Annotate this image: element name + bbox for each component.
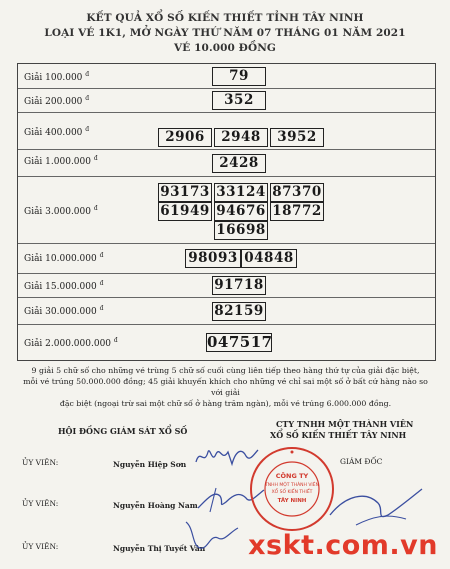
title-line-1: KẾT QUẢ XỔ SỐ KIẾN THIẾT TỈNH TÂY NINH	[86, 12, 364, 24]
member-name: Nguyễn Hiệp Sơn	[113, 460, 187, 469]
prize-number: 33124	[214, 183, 268, 202]
svg-text:XỔ SỐ KIẾN THIẾT: XỔ SỐ KIẾN THIẾT	[271, 490, 313, 495]
prize-number: 352	[212, 91, 266, 110]
title-line-2: LOẠI VÉ 1K1, MỞ NGÀY THỨ NĂM 07 THÁNG 01 NĂM 2021	[44, 27, 406, 39]
prize-number: 16698	[214, 221, 268, 240]
prize-row: Giải 100.000 $^đ$ 79	[18, 64, 435, 89]
company-title-1: CTY TNHH MỘT THÀNH VIÊN	[276, 419, 414, 429]
company-title-2: XỔ SỐ KIẾN THIẾT TÂY NINH	[270, 430, 407, 440]
prize-number: 98093	[185, 249, 241, 268]
prize-label: Giải 2.000.000.000	[24, 339, 112, 349]
prize-label: Giải 100.000	[24, 73, 83, 83]
council-title: HỘI ĐỒNG GIÁM SÁT XỔ SỐ	[58, 426, 188, 436]
prize-label: Giải 1.000.000	[24, 157, 91, 167]
member-name: Nguyễn Thị Tuyết Vân	[113, 544, 206, 553]
prize-label: Giải 400.000	[24, 128, 83, 138]
prize-label: Giải 3.000.000	[24, 207, 91, 217]
svg-text:CÔNG TY: CÔNG TY	[275, 472, 309, 480]
prize-number: 04848	[241, 249, 297, 268]
prize-row: Giải 30.000.000 $^đ$ 82159	[18, 297, 435, 325]
prize-number: 79	[212, 67, 266, 86]
watermark-logo: xskt.com.vn	[248, 530, 438, 561]
company-stamp-icon	[248, 445, 336, 533]
prize-row: Giải 200.000 $^đ$ 352	[18, 88, 435, 113]
prize-number: 2428	[212, 154, 266, 173]
prize-number: 2948	[214, 128, 268, 147]
prize-number: 91718	[212, 276, 266, 295]
prize-label: Giải 200.000	[24, 97, 83, 107]
member-label: ỦY VIÊN:	[22, 458, 59, 467]
prize-label: Giải 10.000.000	[24, 254, 97, 264]
svg-text:TNHH MỘT THÀNH VIÊN: TNHH MỘT THÀNH VIÊN	[265, 483, 319, 488]
prize-row: Giải 15.000.000 $^đ$ 91718	[18, 273, 435, 298]
signature-3	[182, 518, 242, 552]
prize-label: Giải 30.000.000	[24, 307, 97, 317]
signature-director	[326, 485, 426, 530]
prize-row: Giải 2.000.000.000 $^đ$ 047517	[24, 333, 273, 351]
prize-number: 3952	[270, 128, 324, 147]
prize-number: 18772	[270, 202, 324, 221]
prize-number: 93173	[158, 183, 212, 202]
member-label: ỦY VIÊN:	[22, 499, 59, 508]
title-line-3: VÉ 10.000 ĐỒNG	[174, 42, 276, 54]
prize-number: 61949	[158, 202, 212, 221]
results-table	[17, 63, 436, 361]
prize-number: 94676	[214, 202, 268, 221]
member-label: ỦY VIÊN:	[22, 542, 59, 551]
special-prize-number: 047517	[207, 333, 273, 351]
prize-row: Giải 400.000 $^đ$ 2906 2948 3952	[18, 112, 435, 150]
prize-note: 9 giải 5 chữ số cho những vé trùng 5 chữ số cuối cùng liên tiếp theo hàng thứ tự của giải đặc biệt, mỗi vé trúng 50.000.000 đồng; 45 giải khuyến khích cho những vé chỉ sai một số ở bất cứ hàng nào so với giải đặc biệt (ngoại trừ sai một chữ số ở hàng trăm ngàn), mỗi vé trúng 6.000.000 đồng.	[23, 366, 428, 408]
svg-text:TÂY NINH: TÂY NINH	[277, 498, 307, 504]
prize-label: Giải 15.000.000	[24, 282, 97, 292]
prize-number: 2906	[158, 128, 212, 147]
prize-row: Giải 3.000.000 $^đ$ 93173 33124 87370 61949 94676 18772 16698	[18, 176, 435, 244]
member-name: Nguyễn Hoàng Nam	[113, 501, 198, 510]
prize-row: Giải 1.000.000 $^đ$ 2428	[18, 149, 435, 177]
prize-row: Giải 10.000.000 $^đ$ 98093 04848	[18, 243, 435, 274]
prize-number: 87370	[270, 183, 324, 202]
director-label: GIÁM ĐỐC	[340, 457, 383, 466]
prize-number: 82159	[212, 302, 266, 321]
